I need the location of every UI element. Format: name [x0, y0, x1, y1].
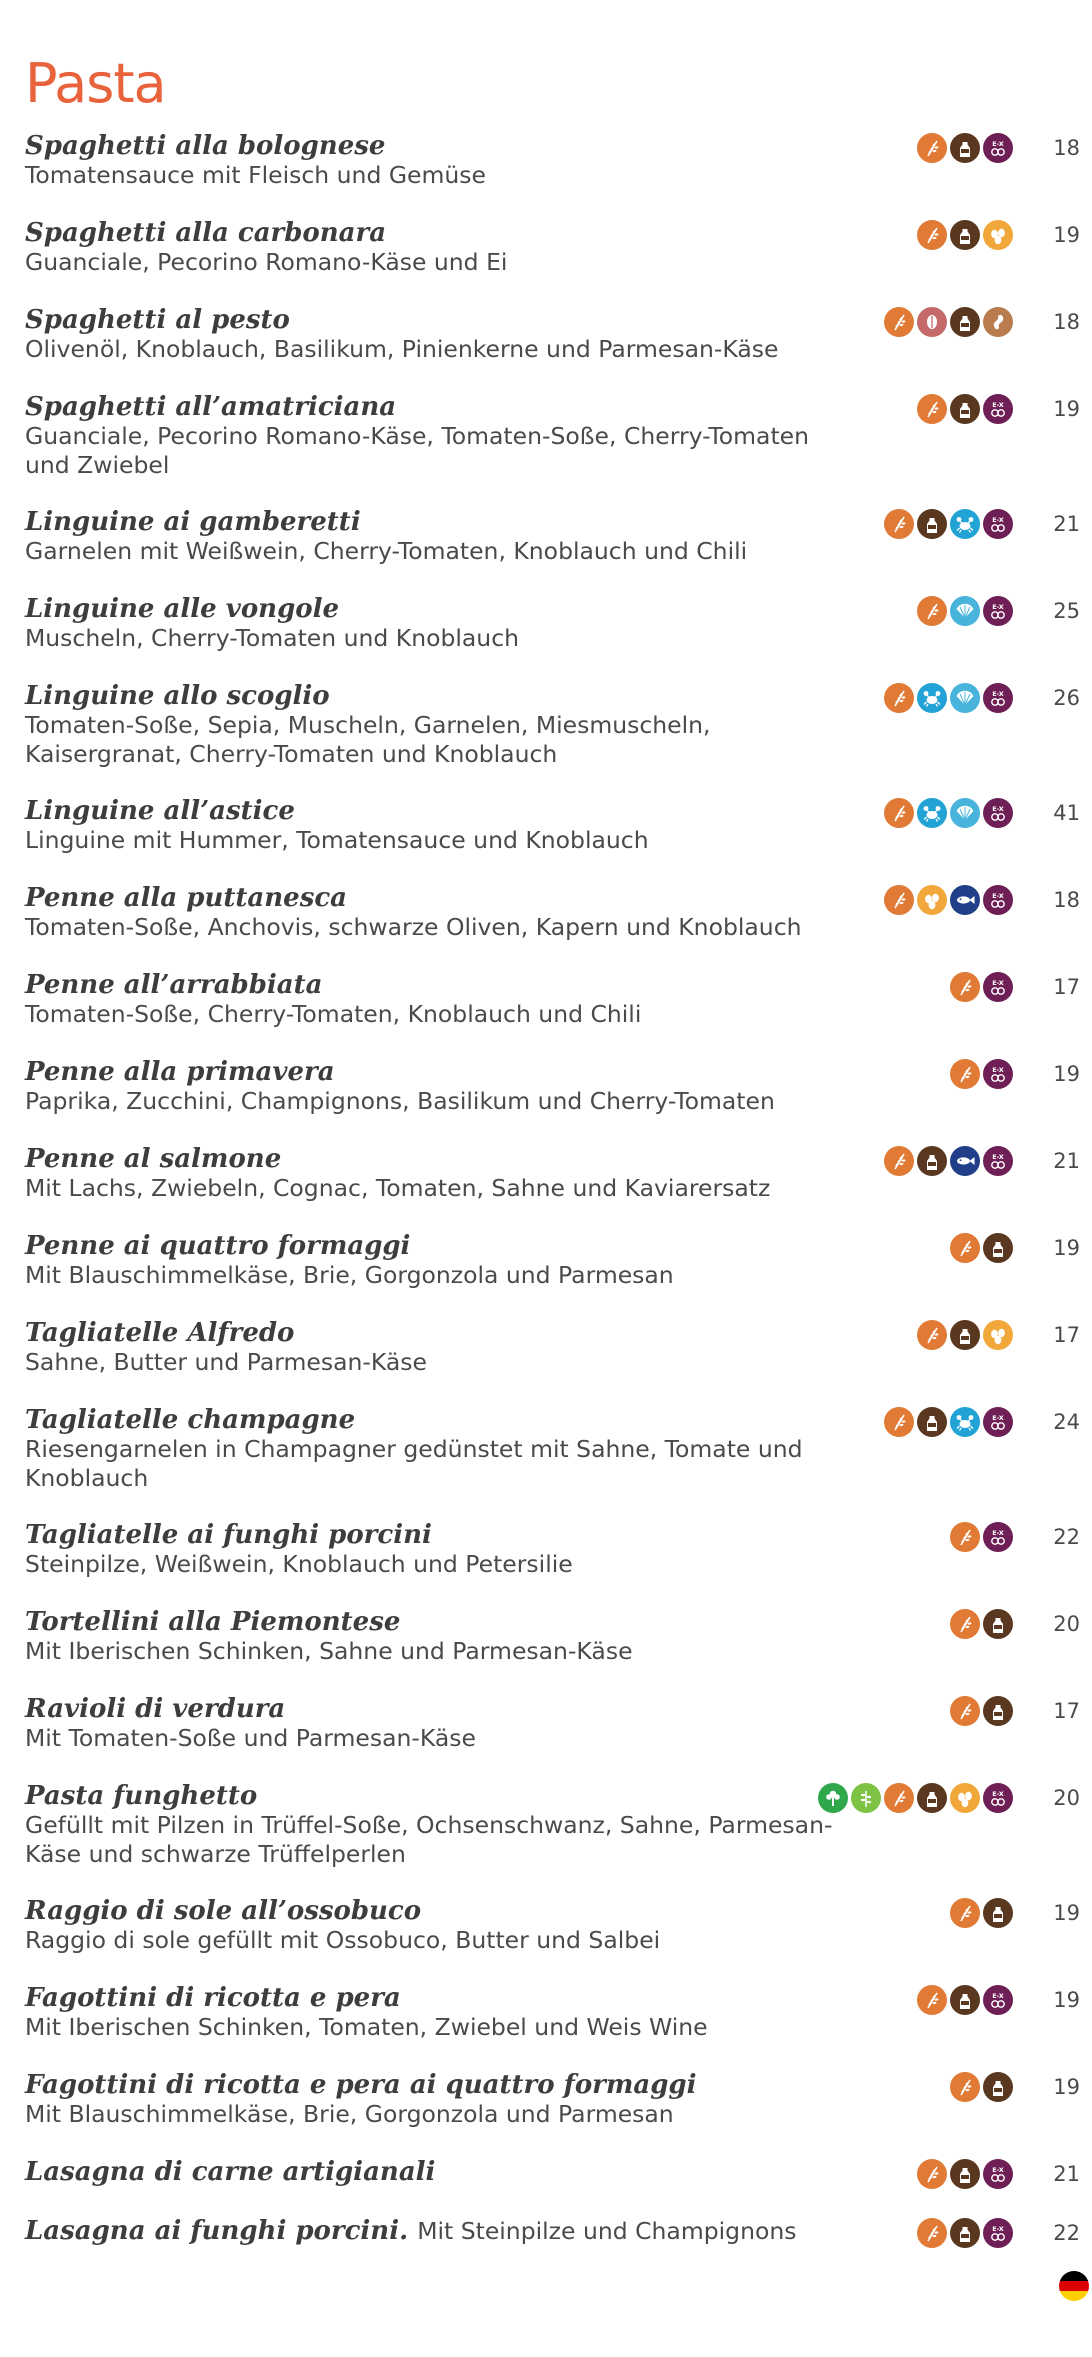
- sulphites-icon: [983, 1407, 1013, 1437]
- sulphites-icon: [983, 683, 1013, 713]
- menu-item-text: [25, 796, 855, 855]
- menu-item-name: [25, 1405, 855, 1435]
- svg-text:E-X: E-X: [992, 2225, 1004, 2233]
- gluten-icon: [917, 133, 947, 163]
- menu-item: [25, 1144, 1080, 1203]
- menu-item-name: [25, 1983, 855, 2013]
- dish-name: Tagliatelle Alfredo: [25, 1318, 295, 1348]
- gluten-icon: [884, 798, 914, 828]
- dish-name: Ravioli di verdura: [25, 1694, 286, 1724]
- menu-item: [25, 507, 1080, 566]
- dish-name: Penne ai quattro formaggi: [25, 1231, 411, 1261]
- allergen-icons: [917, 220, 1013, 250]
- milk-icon: [917, 1146, 947, 1176]
- milk-icon: [950, 133, 980, 163]
- gluten-icon: [950, 1696, 980, 1726]
- menu-item-price: 19: [1053, 2075, 1080, 2099]
- sulphites-icon: [983, 972, 1013, 1002]
- dish-name: Tortellini alla Piemontese: [25, 1607, 401, 1637]
- menu-item-name: [25, 392, 855, 422]
- svg-text:E-X: E-X: [992, 805, 1004, 813]
- allergen-icons: [950, 1609, 1013, 1639]
- svg-text:E-X: E-X: [992, 2166, 1004, 2174]
- menu-item-price: 18: [1053, 310, 1080, 334]
- menu-item-description: Mit Blauschimmelkäse, Brie, Gorgonzola und Parmesan: [25, 1261, 674, 1289]
- menu-item: [25, 2216, 1080, 2246]
- gluten-icon: [917, 596, 947, 626]
- sulphites-icon: [983, 596, 1013, 626]
- dish-name: Linguine allo scoglio: [25, 681, 330, 711]
- menu-item-description: Mit Iberischen Schinken, Tomaten, Zwiebel und Weis Wine: [25, 2013, 708, 2041]
- allergen-icons: [917, 2159, 1013, 2189]
- sulphites-icon: [983, 1985, 1013, 2015]
- sulphites-icon: [983, 1783, 1013, 1813]
- allergen-icons: [917, 1985, 1013, 2015]
- gluten-icon: [884, 1146, 914, 1176]
- gluten-icon: [917, 1320, 947, 1350]
- gluten-icon: [917, 2159, 947, 2189]
- menu-item: [25, 305, 1080, 364]
- svg-text:E-X: E-X: [992, 516, 1004, 524]
- menu-item-description: Paprika, Zucchini, Champignons, Basilikum und Cherry-Tomaten: [25, 1087, 775, 1115]
- menu-item-text: [25, 131, 855, 190]
- milk-icon: [983, 1609, 1013, 1639]
- menu-item-text: [25, 681, 855, 769]
- menu-item-name: [25, 2157, 855, 2187]
- menu-item: [25, 2070, 1080, 2129]
- gluten-icon: [917, 1985, 947, 2015]
- menu-item: [25, 1694, 1080, 1753]
- menu-item: [25, 1781, 1080, 1869]
- menu-item-text: [25, 1781, 855, 1869]
- menu-item-description: Guanciale, Pecorino Romano-Käse und Ei: [25, 248, 508, 276]
- sulphites-icon: [983, 133, 1013, 163]
- allergen-icons: [917, 133, 1013, 163]
- gluten-icon: [950, 1522, 980, 1552]
- menu-item-text: [25, 594, 855, 653]
- milk-icon: [917, 1783, 947, 1813]
- dish-name: Lasagna di carne artigianali: [25, 2157, 436, 2187]
- gluten-icon: [884, 683, 914, 713]
- gluten-icon: [884, 1407, 914, 1437]
- dish-name: Penne al salmone: [25, 1144, 282, 1174]
- svg-text:E-X: E-X: [992, 979, 1004, 987]
- menu-item-description: Tomaten-Soße, Anchovis, schwarze Oliven, Kapern und Knoblauch: [25, 913, 802, 941]
- menu-item-price: 17: [1053, 975, 1080, 999]
- svg-text:E-X: E-X: [992, 1414, 1004, 1422]
- milk-icon: [950, 220, 980, 250]
- dish-name: Spaghetti alla bolognese: [25, 131, 386, 161]
- menu-item-description: Mit Tomaten-Soße und Parmesan-Käse: [25, 1724, 476, 1752]
- menu-item-text: [25, 1057, 855, 1116]
- sulphites-icon: [983, 2218, 1013, 2248]
- gluten-icon: [884, 1783, 914, 1813]
- menu-item-price: 26: [1053, 686, 1080, 710]
- menu-item-name: [25, 796, 855, 826]
- svg-text:E-X: E-X: [992, 1066, 1004, 1074]
- menu-item-text: [25, 1896, 855, 1955]
- menu-item-price: 21: [1053, 512, 1080, 536]
- menu-item-description: Tomaten-Soße, Sepia, Muscheln, Garnelen, Miesmuscheln, Kaisergranat, Cherry-Tomaten und Knoblauch: [25, 711, 711, 768]
- eggs-icon: [983, 220, 1013, 250]
- milk-icon: [950, 394, 980, 424]
- dish-name: Tagliatelle champagne: [25, 1405, 356, 1435]
- menu-item-price: 18: [1053, 136, 1080, 160]
- allergen-icons: [950, 1522, 1013, 1552]
- peanuts-icon: [983, 307, 1013, 337]
- dish-name: Fagottini di ricotta e pera: [25, 1983, 401, 2013]
- crustaceans-icon: [950, 509, 980, 539]
- dish-name: Penne alla primavera: [25, 1057, 335, 1087]
- menu-item-text: [25, 507, 855, 566]
- allergen-icons: [884, 509, 1013, 539]
- gluten-icon: [884, 885, 914, 915]
- menu-item: [25, 1405, 1080, 1493]
- menu-item-description: Riesengarnelen in Champagner gedünstet mit Sahne, Tomate und Knoblauch: [25, 1435, 803, 1492]
- svg-text:E-X: E-X: [992, 1992, 1004, 2000]
- sulphites-icon: [983, 394, 1013, 424]
- menu-item-text: [25, 1983, 855, 2042]
- allergen-icons: [917, 2218, 1013, 2248]
- menu-item-price: 17: [1053, 1699, 1080, 1723]
- allergen-icons: [950, 1233, 1013, 1263]
- menu-item: [25, 2157, 1080, 2187]
- menu-item-text: [25, 2157, 855, 2187]
- menu-item-text: [25, 1607, 855, 1666]
- menu-item-name: [25, 883, 855, 913]
- menu-item: [25, 681, 1080, 769]
- menu-item-description: Mit Blauschimmelkäse, Brie, Gorgonzola und Parmesan: [25, 2100, 674, 2128]
- menu-item-description: Mit Lachs, Zwiebeln, Cognac, Tomaten, Sahne und Kaviarersatz: [25, 1174, 771, 1202]
- milk-icon: [950, 307, 980, 337]
- menu-item: [25, 970, 1080, 1029]
- dish-name: Lasagna ai funghi porcini.: [25, 2216, 409, 2246]
- svg-text:E-X: E-X: [992, 401, 1004, 409]
- gluten-icon: [950, 2072, 980, 2102]
- eggs-icon: [950, 1783, 980, 1813]
- menu-item-name: [25, 507, 855, 537]
- menu-item-name: [25, 2216, 855, 2246]
- menu-item-price: 19: [1053, 1062, 1080, 1086]
- milk-icon: [917, 1407, 947, 1437]
- svg-text:E-X: E-X: [992, 140, 1004, 148]
- svg-text:E-X: E-X: [992, 690, 1004, 698]
- menu-item: [25, 1318, 1080, 1377]
- menu-item-name: [25, 2070, 855, 2100]
- menu-item: [25, 1231, 1080, 1290]
- menu-item-description: Tomatensauce mit Fleisch und Gemüse: [25, 161, 486, 189]
- menu-item-text: [25, 305, 855, 364]
- gluten-icon: [917, 2218, 947, 2248]
- dish-name: Linguine alle vongole: [25, 594, 340, 624]
- menu-item-price: 19: [1053, 1236, 1080, 1260]
- menu-item-description: Raggio di sole gefüllt mit Ossobuco, Butter und Salbei: [25, 1926, 661, 1954]
- menu-item-name: [25, 1607, 855, 1637]
- menu-item-description: Tomaten-Soße, Cherry-Tomaten, Knoblauch und Chili: [25, 1000, 642, 1028]
- gluten-icon: [917, 394, 947, 424]
- menu-item-price: 20: [1053, 1786, 1080, 1810]
- menu-item-name: [25, 305, 855, 335]
- allergen-icons: [950, 972, 1013, 1002]
- gluten-icon: [950, 1609, 980, 1639]
- menu-item-name: [25, 1694, 855, 1724]
- milk-icon: [950, 2159, 980, 2189]
- menu-item-name: [25, 1144, 855, 1174]
- menu-item-text: [25, 970, 855, 1029]
- allergen-icons: [950, 2072, 1013, 2102]
- menu-item-description: Mit Iberischen Schinken, Sahne und Parmesan-Käse: [25, 1637, 633, 1665]
- dish-name: Spaghetti alla carbonara: [25, 218, 387, 248]
- milk-icon: [950, 1320, 980, 1350]
- svg-text:E-X: E-X: [992, 892, 1004, 900]
- svg-text:E-X: E-X: [992, 1529, 1004, 1537]
- menu-item-text: [25, 392, 855, 480]
- menu-item-name: [25, 594, 855, 624]
- menu-item: [25, 1896, 1080, 1955]
- menu-item-text: [25, 1405, 855, 1493]
- menu-item-price: 20: [1053, 1612, 1080, 1636]
- dish-name: Penne all’arrabbiata: [25, 970, 323, 1000]
- crustaceans-icon: [950, 1407, 980, 1437]
- allergen-icons: [884, 307, 1013, 337]
- gluten-icon: [884, 509, 914, 539]
- fish-icon: [950, 885, 980, 915]
- sulphites-icon: [983, 885, 1013, 915]
- svg-text:E-X: E-X: [992, 603, 1004, 611]
- menu-item-price: 21: [1053, 1149, 1080, 1173]
- menu-item-name: [25, 681, 855, 711]
- sulphites-icon: [983, 1146, 1013, 1176]
- menu-item: [25, 796, 1080, 855]
- allergen-icons: [884, 683, 1013, 713]
- menu-item-price: 19: [1053, 223, 1080, 247]
- dish-name: Spaghetti all’amatriciana: [25, 392, 397, 422]
- menu-item-text: [25, 2070, 855, 2129]
- menu-item-name: [25, 1231, 855, 1261]
- menu-item-description: Mit Steinpilze und Champignons: [417, 2217, 797, 2245]
- eggs-icon: [917, 885, 947, 915]
- milk-icon: [917, 509, 947, 539]
- allergen-icons: [884, 885, 1013, 915]
- menu-item-description: Steinpilze, Weißwein, Knoblauch und Petersilie: [25, 1550, 573, 1578]
- sulphites-icon: [983, 2159, 1013, 2189]
- dish-name: Linguine all’astice: [25, 796, 295, 826]
- menu-item-text: [25, 1231, 855, 1290]
- gluten-icon: [950, 1233, 980, 1263]
- menu-item: [25, 131, 1080, 190]
- sulphites-icon: [983, 798, 1013, 828]
- menu-item-description: Muscheln, Cherry-Tomaten und Knoblauch: [25, 624, 520, 652]
- menu-item-price: 19: [1053, 397, 1080, 421]
- dish-name: Raggio di sole all’ossobuco: [25, 1896, 422, 1926]
- svg-text:E-X: E-X: [992, 1153, 1004, 1161]
- menu-item-price: 17: [1053, 1323, 1080, 1347]
- menu-item-price: 22: [1053, 1525, 1080, 1549]
- menu-item-text: [25, 883, 855, 942]
- nuts-icon: [917, 307, 947, 337]
- milk-icon: [950, 2218, 980, 2248]
- molluscs-icon: [950, 596, 980, 626]
- menu-item: [25, 883, 1080, 942]
- menu-item-price: 21: [1053, 2162, 1080, 2186]
- allergen-icons: [884, 1146, 1013, 1176]
- menu-item-text: [25, 1318, 855, 1377]
- menu-item: [25, 1057, 1080, 1116]
- menu-item-text: [25, 1694, 855, 1753]
- svg-text:E-X: E-X: [992, 1790, 1004, 1798]
- menu-item: [25, 1607, 1080, 1666]
- allergen-icons: [917, 394, 1013, 424]
- section-title: Pasta: [25, 52, 166, 115]
- gluten-icon: [917, 220, 947, 250]
- menu-item-description: Gefüllt mit Pilzen in Trüffel-Soße, Ochsenschwanz, Sahne, Parmesan-Käse und schwarze Trüffelperlen: [25, 1811, 833, 1868]
- fish-icon: [950, 1146, 980, 1176]
- crustaceans-icon: [917, 683, 947, 713]
- milk-icon: [983, 1233, 1013, 1263]
- menu-item-name: [25, 1057, 855, 1087]
- dish-name: Pasta funghetto: [25, 1781, 258, 1811]
- menu-item: [25, 1983, 1080, 2042]
- allergen-icons: [950, 1696, 1013, 1726]
- menu-item: [25, 1520, 1080, 1579]
- menu-item-name: [25, 1781, 855, 1811]
- german-flag-icon[interactable]: [1058, 2270, 1090, 2302]
- gluten-icon: [950, 1059, 980, 1089]
- menu-item-price: 24: [1053, 1410, 1080, 1434]
- menu-item-description: Sahne, Butter und Parmesan-Käse: [25, 1348, 427, 1376]
- menu-item: [25, 392, 1080, 480]
- menu-item: [25, 218, 1080, 277]
- eggs-icon: [983, 1320, 1013, 1350]
- sulphites-icon: [983, 1059, 1013, 1089]
- milk-icon: [983, 2072, 1013, 2102]
- menu-item-text: [25, 1144, 855, 1203]
- menu-item-price: 22: [1053, 2221, 1080, 2245]
- milk-icon: [983, 1696, 1013, 1726]
- menu-item-name: [25, 218, 855, 248]
- menu-item-name: [25, 1318, 855, 1348]
- mustard-icon: [851, 1783, 881, 1813]
- dish-name: Linguine ai gamberetti: [25, 507, 361, 537]
- menu-item-name: [25, 970, 855, 1000]
- gluten-icon: [950, 1898, 980, 1928]
- allergen-icons: [917, 1320, 1013, 1350]
- molluscs-icon: [950, 798, 980, 828]
- crustaceans-icon: [917, 798, 947, 828]
- gluten-icon: [884, 307, 914, 337]
- menu-item: [25, 594, 1080, 653]
- allergen-icons: [818, 1783, 1013, 1813]
- milk-icon: [950, 1985, 980, 2015]
- milk-icon: [983, 1898, 1013, 1928]
- allergen-icons: [950, 1898, 1013, 1928]
- dish-name: Spaghetti al pesto: [25, 305, 290, 335]
- sulphites-icon: [983, 509, 1013, 539]
- gluten-icon: [950, 972, 980, 1002]
- menu-item-description: Olivenöl, Knoblauch, Basilikum, Pinienkerne und Parmesan-Käse: [25, 335, 779, 363]
- menu-item-price: 19: [1053, 1901, 1080, 1925]
- menu-item-name: [25, 131, 855, 161]
- menu-item-description: Garnelen mit Weißwein, Cherry-Tomaten, Knoblauch und Chili: [25, 537, 748, 565]
- dish-name: Tagliatelle ai funghi porcini: [25, 1520, 432, 1550]
- menu-item-price: 41: [1053, 801, 1080, 825]
- menu-item-price: 18: [1053, 888, 1080, 912]
- allergen-icons: [917, 596, 1013, 626]
- celery-icon: [818, 1783, 848, 1813]
- menu-item-description: Linguine mit Hummer, Tomatensauce und Knoblauch: [25, 826, 649, 854]
- dish-name: Penne alla puttanesca: [25, 883, 348, 913]
- menu-item-name: [25, 1520, 855, 1550]
- molluscs-icon: [950, 683, 980, 713]
- allergen-icons: [950, 1059, 1013, 1089]
- menu-item-description: Guanciale, Pecorino Romano-Käse, Tomaten-Soße, Cherry-Tomaten und Zwiebel: [25, 422, 810, 479]
- allergen-icons: [884, 798, 1013, 828]
- allergen-icons: [884, 1407, 1013, 1437]
- menu-item-name: [25, 1896, 855, 1926]
- menu-item-text: [25, 218, 855, 277]
- menu-item-text: [25, 2216, 855, 2246]
- menu-item-price: 19: [1053, 1988, 1080, 2012]
- menu-item-text: [25, 1520, 855, 1579]
- menu-item-price: 25: [1053, 599, 1080, 623]
- sulphites-icon: [983, 1522, 1013, 1552]
- dish-name: Fagottini di ricotta e pera ai quattro formaggi: [25, 2070, 697, 2100]
